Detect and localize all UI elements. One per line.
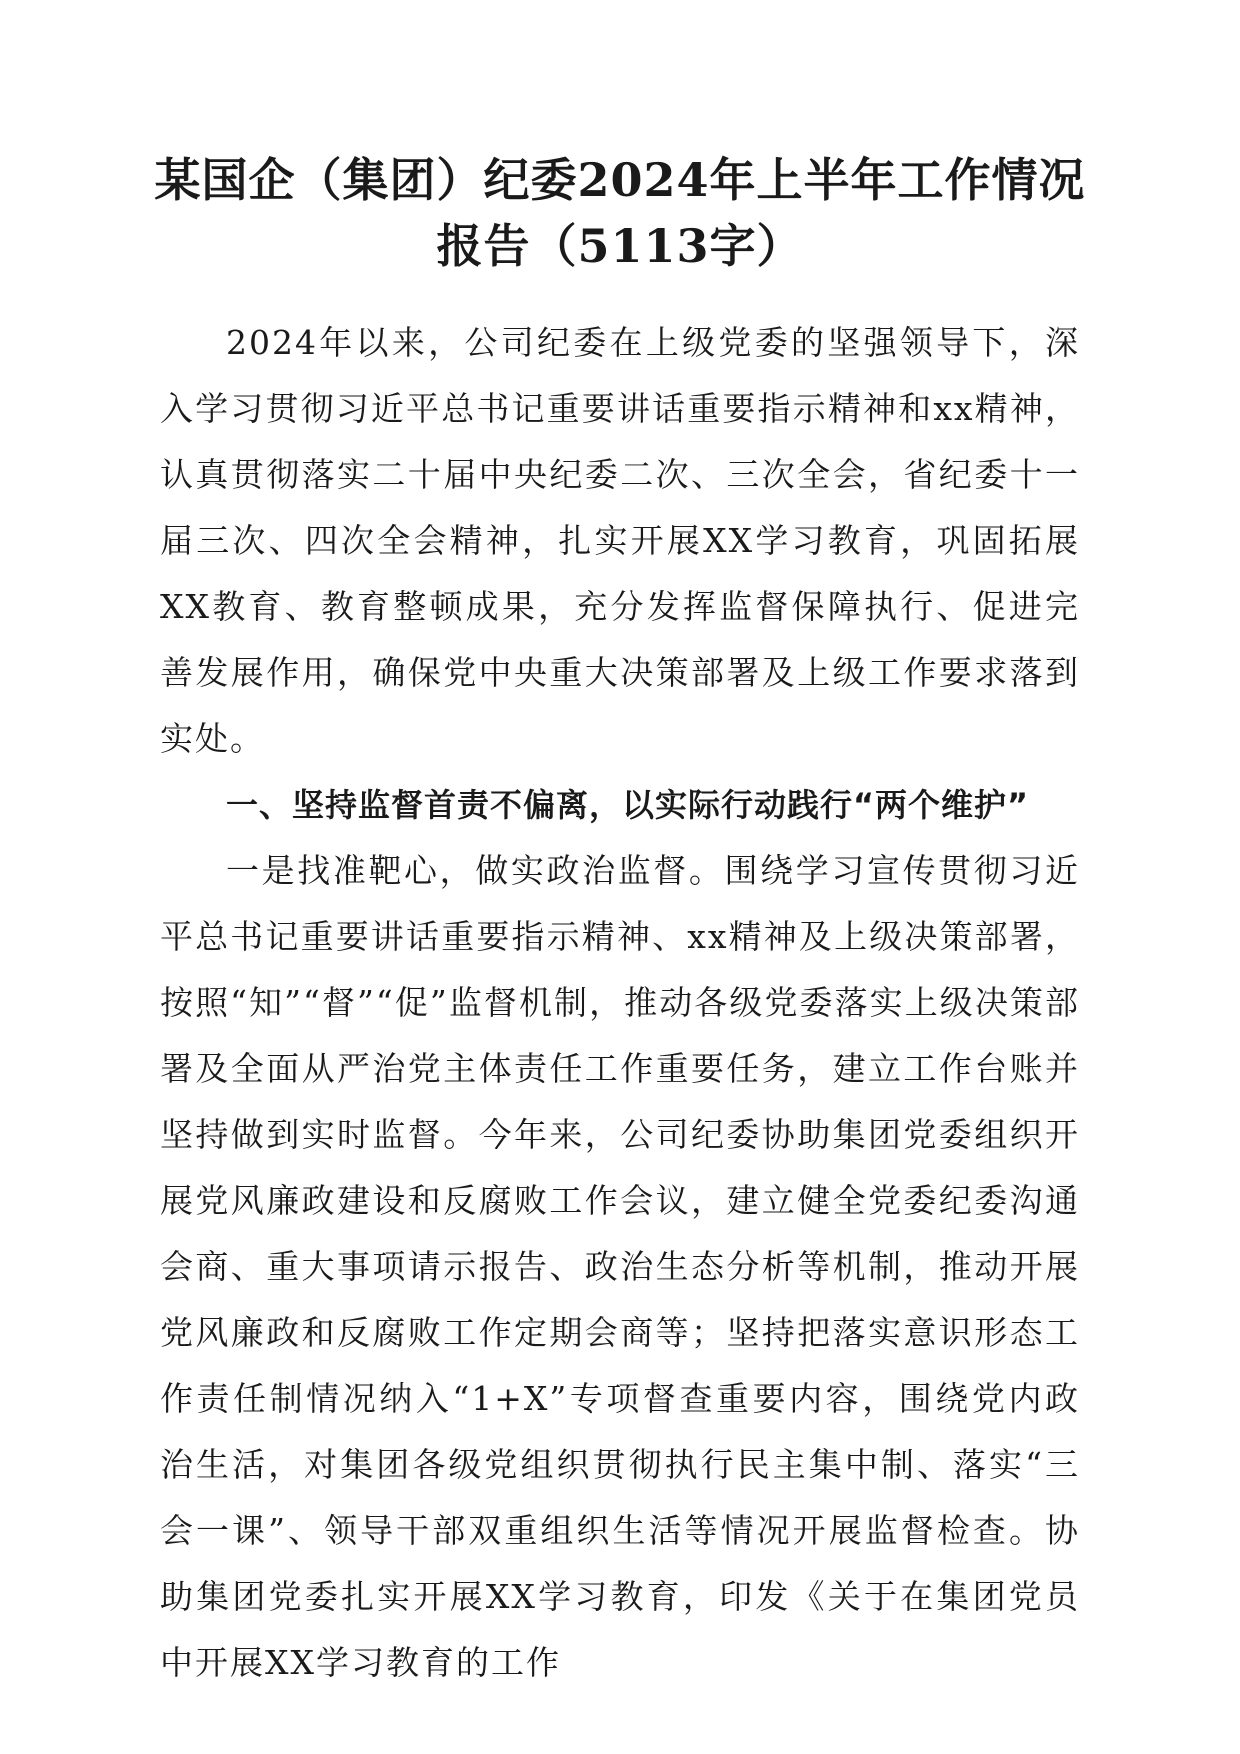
intro-paragraph: 2024年以来，公司纪委在上级党委的坚强领导下，深入学习贯彻习近平总书记重要讲话重要指示精神和xx精神，认真贯彻落实二十届中央纪委二次、三次全会，省纪委十一届三次、四次全会精神，扎实开展XX学习教育，巩固拓展XX教育、教育整顿成果，充分发挥监督保障执行、促进完善发展作用，确保党中央重大决策部署及上级工作要求落到实处。 <box>160 323 1080 758</box>
section-1-paragraph-1: 一是找准靶心，做实政治监督。围绕学习宣传贯彻习近平总书记重要讲话重要指示精神、xx精神及上级决策部署，按照“知”“督”“促”监督机制，推动各级党委落实上级决策部署及全面从严治党主体责任工作重要任务，建立工作台账并坚持做到实时监督。今年来，公司纪委协助集团党委组织开展党风廉政建设和反腐败工作会议，建立健全党委纪委沟通会商、重大事项请示报告、政治生态分析等机制，推动开展党风廉政和反腐败工作定期会商等；坚持把落实意识形态工作责任制情况纳入“1+X”专项督查重要内容，围绕党内政治生活，对集团各级党组织贯彻执行民主集中制、落实“三会一课”、领导干部双重组织生活等情况开展监督检查。协助集团党委扎实开展XX学习教育，印发《关于在集团党员中开展XX学习教育的工作 <box>160 851 1080 1682</box>
document-title-line-2: 报告（5113字） <box>436 219 804 273</box>
section-1-heading: 一、坚持监督首责不偏离，以实际行动践行“两个维护” <box>226 786 1030 824</box>
document-title-line-1: 某国企（集团）纪委2024年上半年工作情况 <box>154 153 1086 207</box>
document-body <box>160 310 1080 1696</box>
